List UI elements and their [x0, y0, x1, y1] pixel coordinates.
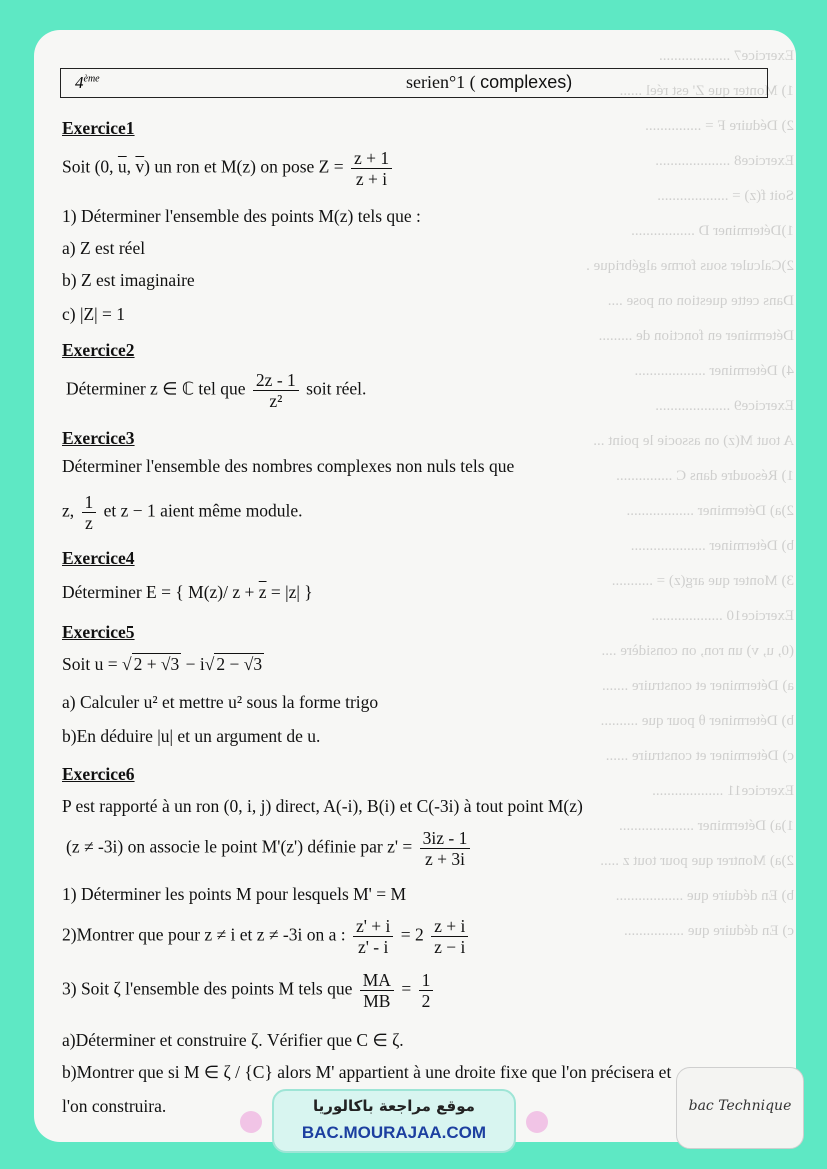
ex6-q3: 3) Soit ζ l'ensemble des points M tels que $\frac{MA}{MB}$ = $\frac{1}{2}$: [62, 970, 436, 1011]
ex3-l1: Déterminer l'ensemble des nombres complexes non nuls tels que: [62, 456, 515, 476]
ex1-q1: 1) Déterminer l'ensemble des points M(z) tels que :: [62, 206, 421, 226]
ex4-statement: Déterminer E = { M(z)/ $z + \overline{z} = |z|$ }: [62, 582, 313, 602]
site-arabic-name: موقع مراجعة باكالوريا: [313, 1097, 475, 1115]
badge-left-icon: [240, 1111, 262, 1133]
ex6-q1: 1) Déterminer les points M pour lesquels M' = M: [62, 884, 407, 904]
ex4-title: Exercice4: [62, 548, 135, 568]
ex5-qb: b)En déduire |u| et un argument de u.: [62, 726, 321, 746]
ex6-title: Exercice6: [62, 764, 135, 784]
site-url-link[interactable]: BAC.MOURAJAA.COM: [301, 1123, 487, 1142]
ex5-statement: Soit u = √ 2 + √3 − i√ 2 − √3: [62, 654, 263, 674]
badge-right-icon: [526, 1111, 548, 1133]
ex6-qb2: l'on construira.: [62, 1096, 167, 1116]
ex6-qa: a)Déterminer et construire ζ. Vérifier que C ∈ ζ.: [62, 1030, 404, 1050]
ex6-l2: (z ≠ -3i) on associe le point M'(z') définie par z' = $\frac{3iz - 1}{z + 3i}$: [66, 828, 473, 869]
document-page: [34, 30, 796, 1142]
ex1-qb: b) Z est imaginaire: [62, 270, 195, 290]
grade-label: 4ème: [75, 73, 100, 92]
ex6-qb: b)Montrer que si M ∈ ζ / {C} alors M' appartient à une droite fixe que l'on précisera et: [62, 1062, 672, 1082]
site-badge[interactable]: [272, 1089, 516, 1153]
series-title: serien°1 ( complexes): [406, 72, 573, 92]
ex6-l1: P est rapporté à un ron (0, i, j) direct, A(-i), B(i) et C(-3i) à tout point M(z): [62, 796, 583, 816]
ex1-qa: a) Z est réel: [62, 238, 146, 258]
ex5-title: Exercice5: [62, 622, 135, 642]
ex3-title: Exercice3: [62, 428, 135, 448]
ex1-title: Exercice1: [62, 118, 135, 138]
ex1-qc: c) |Z| = 1: [62, 304, 126, 324]
ex5-qa: a) Calculer u² et mettre u² sous la forme trigo: [62, 692, 379, 712]
bac-technique-logo: bac Technique: [676, 1067, 804, 1149]
header-box: [60, 68, 768, 98]
ex2-statement: Déterminer z ∈ ℂ tel que $\frac{2z - 1}{\text{z²}}$ soit réel.: [66, 370, 367, 411]
bleed-through-text: Exercice7 ................... 1) Monter que Z' est réel ...... 2) Déduire F = ............... Exercice8 .................... Soit f(z) = ................... 1)Déterminer D ................. 2)Calculer sous forme algébrique . Dans cette question on pose .... Déterminer en fonction de ......... 4) Déterminer ................... Exercice9 .................... A tout M(z) on associe le point ... 1) Résoudre dans C ............... 2)a) Déterminer .................. b) Déterminer .................... 3) Monter que arg(z) = ........... Exercice10 ................... (0, u, v) un ron, on considère .... a) Déterminer et construire ....... b) Déterminer θ pour que .......... c) Déterminer et construire ...... Exercice11 ................... 1)a) Déterminer .................... 2)a) Montrer que pour tout z ..... b) En déduire que .................. c) En déduire que ................: [586, 48, 794, 939]
ex2-title: Exercice2: [62, 340, 135, 360]
ex3-l2: z, $\frac{1}{z}$ et z − 1 aient même module.: [62, 492, 303, 533]
ex6-q2: 2)Montrer que pour z ≠ i et z ≠ -3i on a : $\frac{z' + i}{z' - i}$ = 2 $\frac{z + i}{z - i}$: [62, 916, 471, 957]
ex1-statement: Soit (0, $\overline{u}$, $\overline{v}$) un ron et M(z) on pose Z = $\frac{z + 1}{z + i}$: [62, 148, 395, 189]
